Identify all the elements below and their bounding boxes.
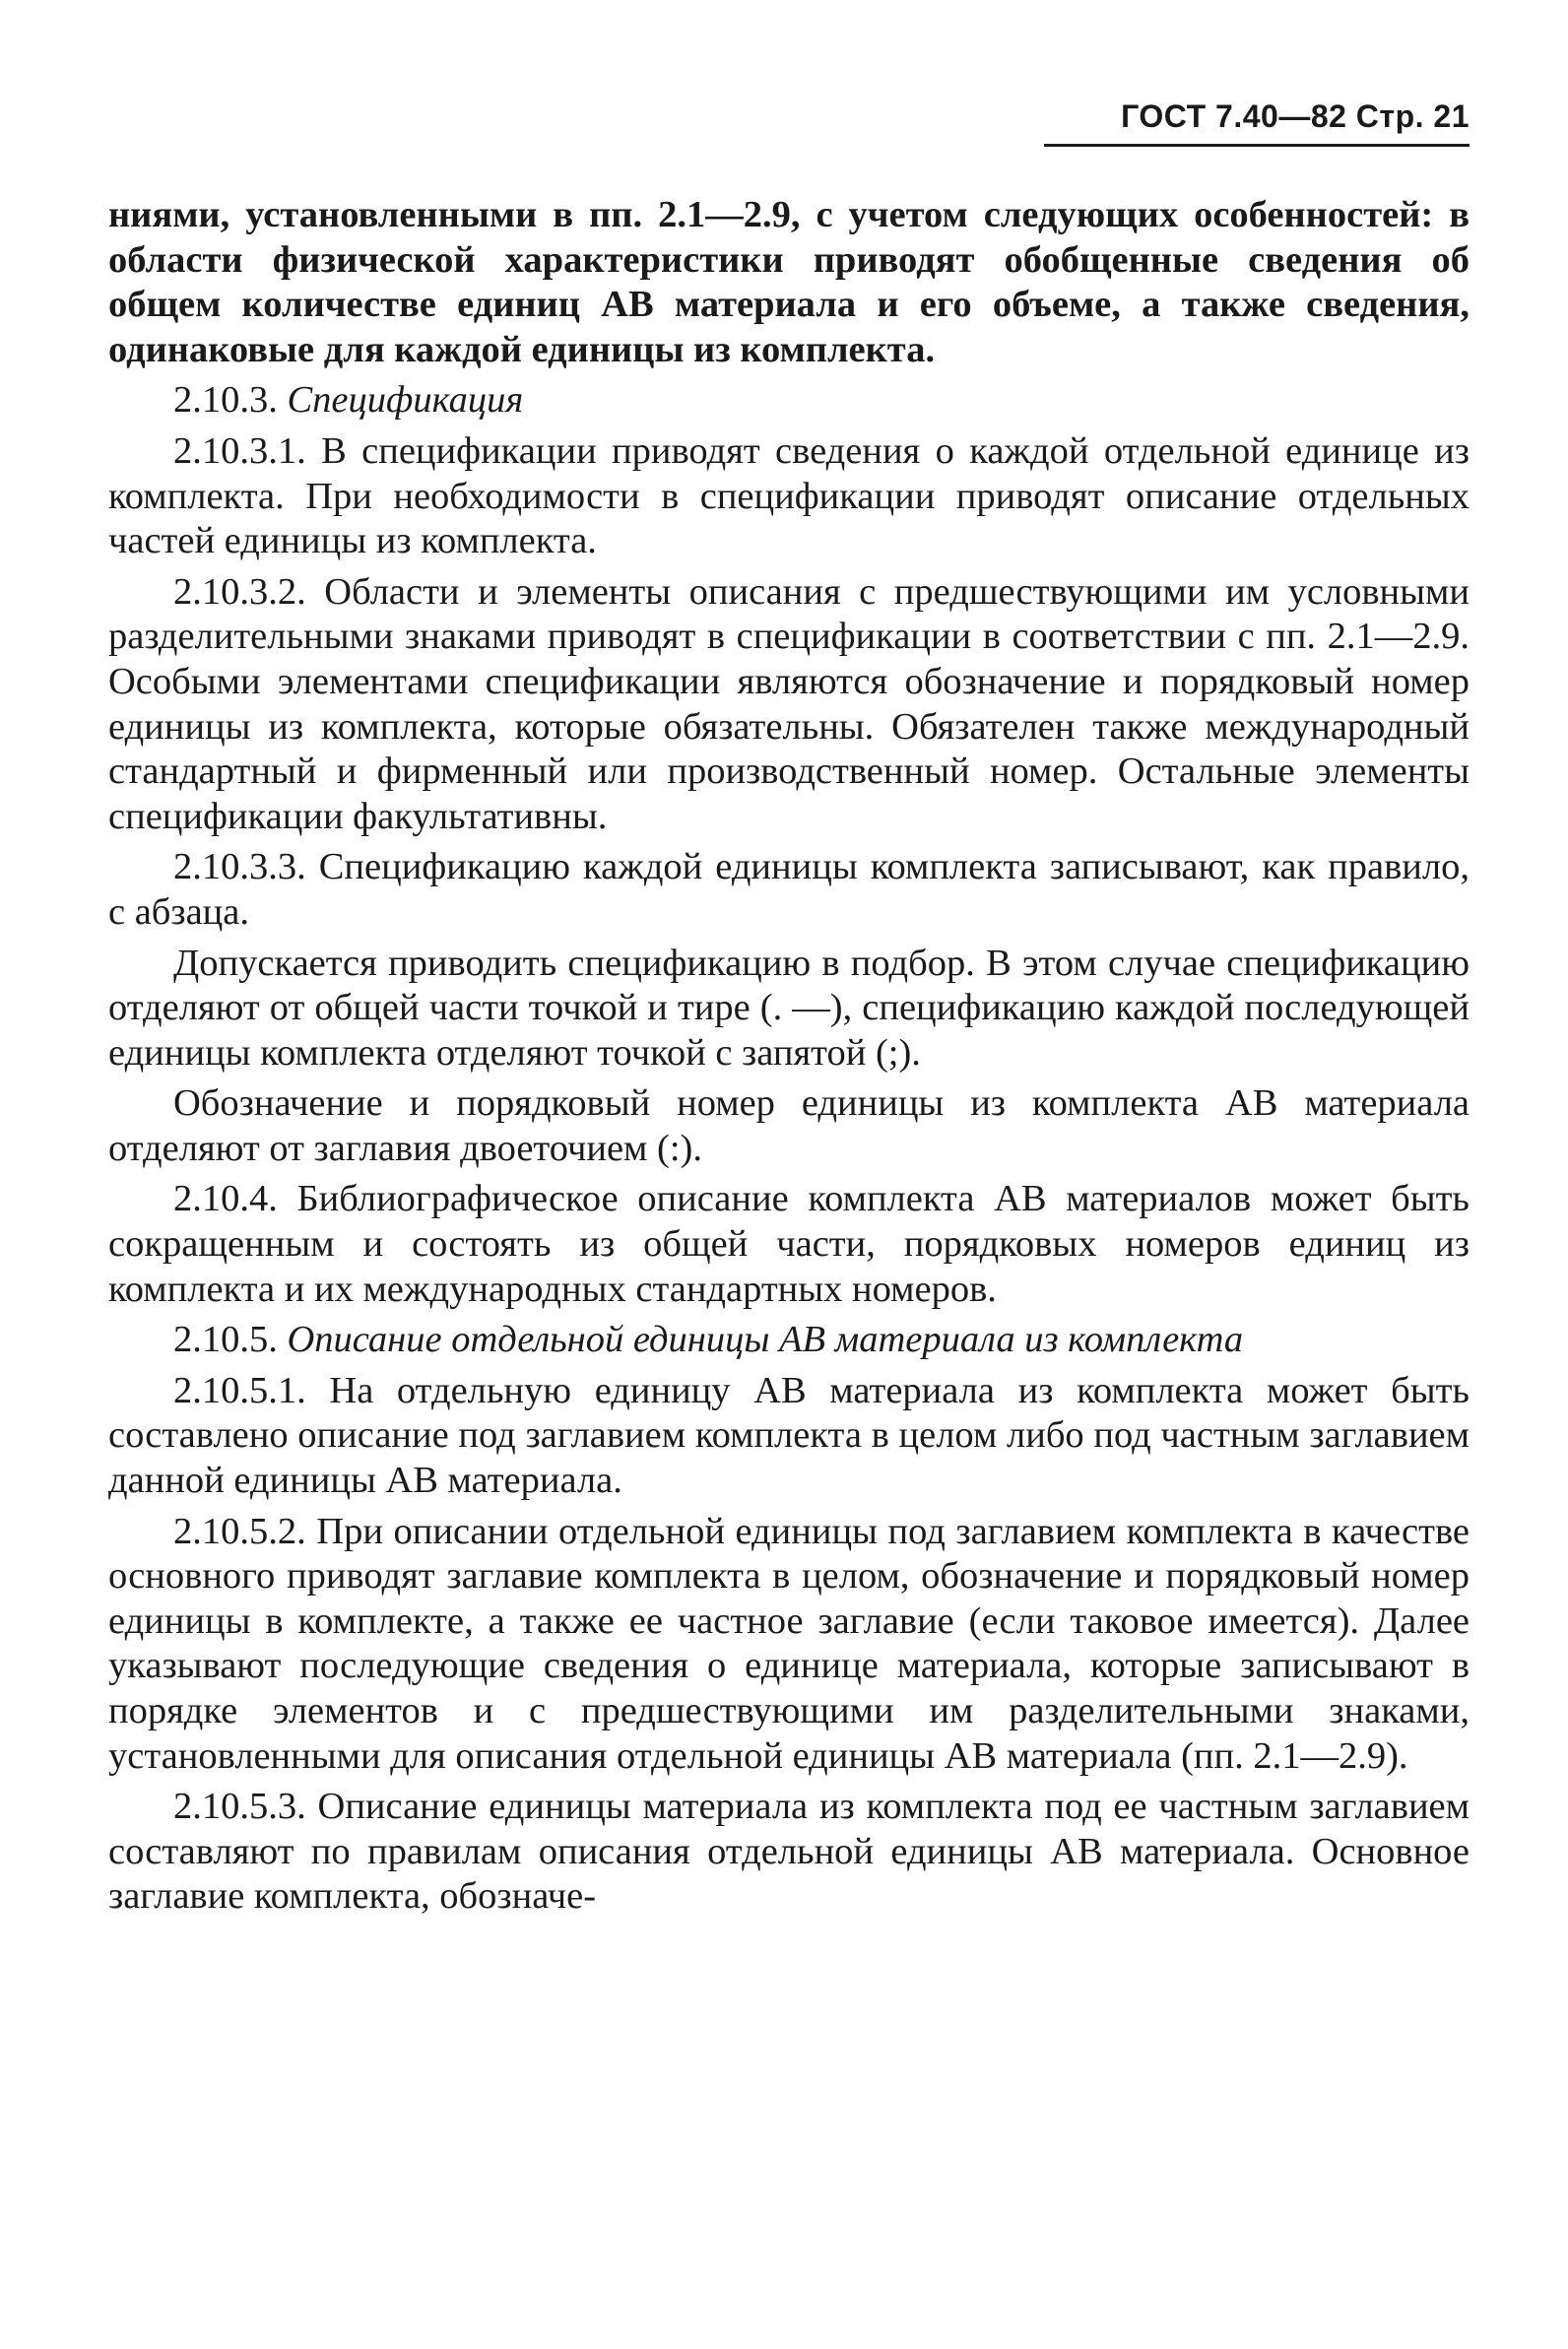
section-number: 2.10.5. [173,1319,278,1361]
section-heading-2-10-3 [108,378,1470,424]
paragraph-2-10-5-1: 2.10.5.1. На отдельную единицу АВ материала из комплекта может быть составлено описание под заглавием комплекта в целом либо под частным заглавием данной единицы АВ материала. [108,1369,1470,1502]
paragraph-2-10-3-3: 2.10.3.3. Спецификацию каждой единицы комплекта записывают, как правило, с абзаца. [108,846,1470,933]
paragraph-2-10-5-3: 2.10.5.3. Описание единицы материала из комплекта под ее частным заглавием составляют по правилам описания отдельной единицы АВ материала. Основное заглавие комплекта, обозначе- [108,1786,1470,1918]
section-title: Спецификация [287,379,524,422]
paragraph-continuation: ниями, установленными в пп. 2.1—2.9, с учетом следующих особенностей: в области физической характеристики приводят обобщенные сведения об общем количестве единиц АВ материала и его объеме, а также сведения, одинаковые для каждой единицы из комплекта. [108,194,1470,370]
paragraph-2-10-3-2: 2.10.3.2. Области и элементы описания с предшествующими им условными разделительными знаками приводят в спецификации в соответствии с пп. 2.1—2.9. Особыми элементами спецификации являются обозначение и порядковый номер единицы из комплекта, которые обязательны. Обязателен также международный стандартный и фирменный или производственный номер. Остальные элементы спецификации факультативны. [108,570,1470,837]
section-heading-2-10-5 [108,1318,1470,1363]
paragraph-allowed-run-in: Допускается приводить спецификацию в подбор. В этом случае спецификацию отделяют от общей части точкой и тире (. —), спецификацию каждой последующей единицы комплекта отделяют точкой с запятой (;). [108,942,1470,1074]
header-rule [1044,144,1470,147]
paragraph-2-10-3-1: 2.10.3.1. В спецификации приводят сведения о каждой отдельной единице из комплекта. При необходимости в спецификации приводят описание отдельных частей единицы из комплекта. [108,429,1470,562]
paragraph-2-10-5-2: 2.10.5.2. При описании отдельной единицы под заглавием комплекта в качестве основного приводят заглавие комплекта в целом, обозначение и порядковый номер единицы в комплекте, а также ее частное заглавие (если таковое имеется). Далее указывают последующие сведения о единице материала, которые записывают в порядке элементов и с предшествующими им разделительными знаками, установленными для описания отдельной единицы АВ материала (пп. 2.1—2.9). [108,1510,1470,1777]
section-title: Описание отдельной единицы АВ материала из комплекта [287,1319,1244,1361]
paragraph-2-10-4: 2.10.4. Библиографическое описание комплекта АВ материалов может быть сокращенным и состоять из общей части, порядковых номеров единиц из комплекта и их международных стандартных номеров. [108,1178,1470,1310]
paragraph-designation: Обозначение и порядковый номер единицы из комплекта АВ материала отделяют от заглавия двоеточием (:). [108,1082,1470,1169]
running-header: ГОСТ 7.40—82 Стр. 21 [1121,98,1470,134]
section-number: 2.10.3. [173,379,278,422]
body-text [108,193,1470,1925]
